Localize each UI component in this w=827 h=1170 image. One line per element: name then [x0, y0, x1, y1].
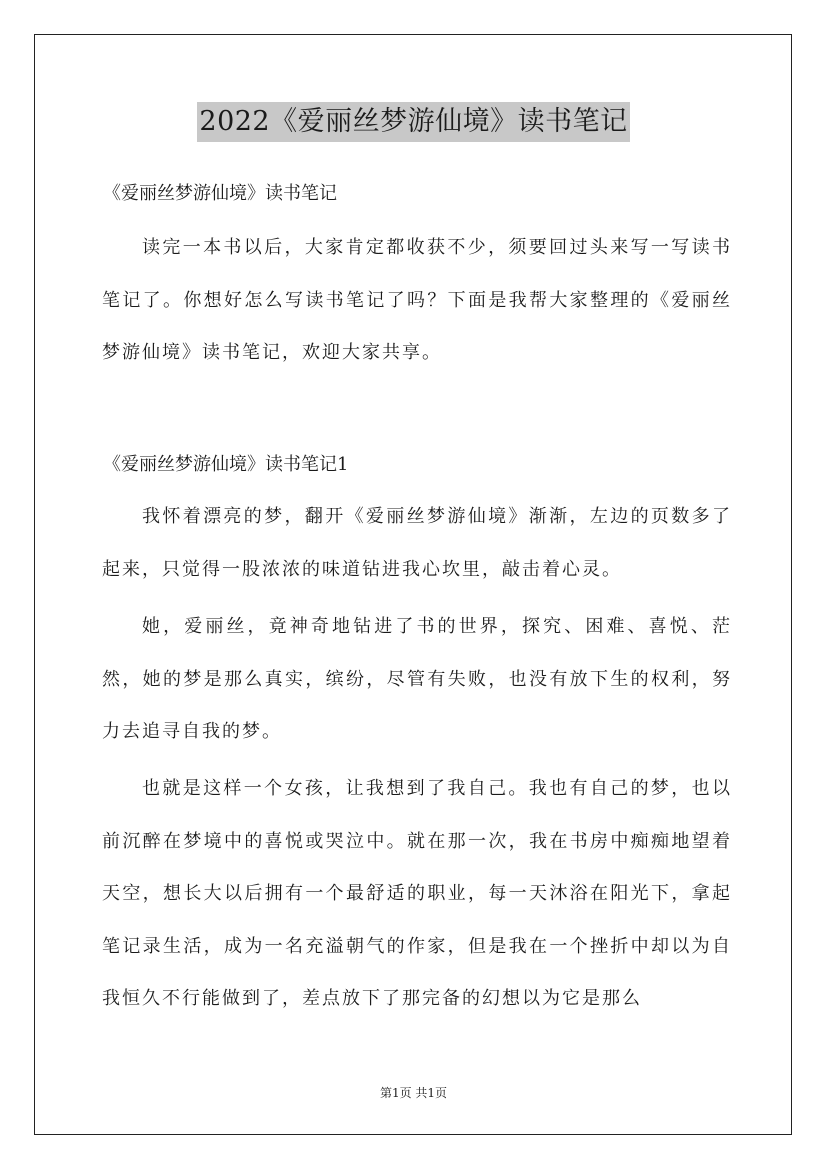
body-paragraph-2: 她，爱丽丝，竟神奇地钻进了书的世界，探究、困难、喜悦、茫然，她的梦是那么真实，缤纷，尽管有失败，也没有放下生的权利，努力去追寻自我的梦。 — [102, 616, 732, 742]
body-paragraph-1: 我怀着漂亮的梦，翻开《爱丽丝梦游仙境》渐渐，左边的页数多了起来，只觉得一股浓浓的味道钻进我心坎里，敲击着心灵。 — [102, 506, 732, 580]
document-title-text: 2022《爱丽丝梦游仙境》读书笔记 — [197, 102, 629, 142]
page-number-label: 第1页 共1页 — [379, 1086, 448, 1100]
intro-heading: 《爱丽丝梦游仙境》读书笔记 — [103, 183, 337, 204]
body-paragraph-3: 也就是这样一个女孩，让我想到了我自己。我也有自己的梦，也以前沉醉在梦境中的喜悦或哭泣中。就在那一次，我在书房中痴痴地望着天空，想长大以后拥有一个最舒适的职业，每一天沐浴在阳光下，拿起笔记录生活，成为一名充溢朝气的作家，但是我在一个挫折中却以为自我恒久不行能做到了，差点放下了那完备的幻想以为它是那么 — [102, 778, 732, 1009]
intro-paragraph: 读完一本书以后，大家肯定都收获不少，须要回过头来写一写读书笔记了。你想好怎么写读书笔记了吗？下面是我帮大家整理的《爱丽丝梦游仙境》读书笔记，欢迎大家共享。 — [102, 237, 732, 363]
section-heading: 《爱丽丝梦游仙境》读书笔记1 — [103, 454, 349, 475]
document-title — [0, 100, 827, 142]
page-footer — [0, 1085, 827, 1101]
